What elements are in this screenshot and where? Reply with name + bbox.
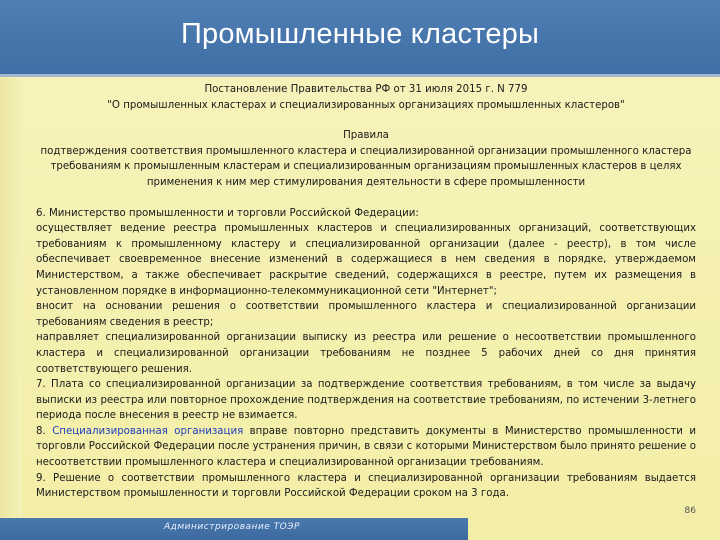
clause-8 [36, 424, 696, 471]
decree-line-2: "О промышленных кластерах и специализированных организациях промышленных кластеров" [107, 99, 625, 111]
header-bar [0, 0, 720, 77]
footer-text: Администрирование ТОЭР [164, 522, 300, 532]
clause-9: 9. Решение о соответствии промышленного кластера и специализированной организации требованиям выдается Министерством промышленности и торговли Российской Федерации сроком на 3 года. [36, 472, 696, 500]
rules-block [36, 128, 696, 190]
clause-8-rest: вправе повторно представить документы в Министерство промышленности и торговли Российской Федерации после устранения причин, в связи с которыми Министерством было принято решение о несоответствии промышленного кластера и специализированной организации требованиям. [36, 425, 697, 469]
rules-heading: Правила [343, 130, 389, 142]
clause-6-c: направляет специализированной организации выписку из реестра или решение о несоответствии промышленного кластера и специализированной организации требованиям не позднее 5 рабочих дней со дня принятия соответствующего решения. [36, 332, 696, 375]
clause-7: 7. Плата со специализированной организации за подтверждение соответствия требованиям, в том числе за выдачу выписки из реестра или повторное прохождение подтверждения на соответствие требованиям, по истечении 3-летнего периода после внесения в реестр не взимается. [36, 379, 696, 422]
clause-8-prefix: 8. [36, 425, 53, 437]
footer-bar [0, 518, 468, 540]
clause-6-b: вносит на основании решения о соответствии промышленного кластера и специализированной организации требованиям сведения в реестр; [36, 301, 696, 328]
page-number: 86 [684, 506, 696, 516]
content-area [36, 82, 696, 502]
decree-line-1: Постановление Правительства РФ от 31 июля 2015 г. N 779 [204, 84, 528, 95]
specialized-organization-link[interactable]: Специализированная организация [52, 425, 244, 437]
clause-6-a: осуществляет ведение реестра промышленных кластеров и специализированных организаций, соответствующих требованиям к промышленному кластеру и специализированной организации (далее - реестр), в том числе обеспечивает своевременное внесение изменений в содержащиеся в нем сведения в порядке, утверждаемом Министерством, а также обеспечивает раскрытие сведений, содержащихся в реестре, путем их размещения в установленном порядке в информационно-телекоммуникационной сети "Интернет"; [36, 223, 696, 297]
slide-title: Промышленные кластеры [180, 18, 540, 50]
body-text [36, 206, 696, 502]
left-decor-strip [0, 77, 22, 517]
clause-6-title: 6. Министерство промышленности и торговли Российской Федерации: [36, 207, 419, 219]
rules-text: подтверждения соответствия промышленного кластера и специализированной организации промышленного кластера требованиям к промышленным кластерам и специализированным организациям промышленных кластеров в целях применения к ним мер стимулирования деятельности в сфере промышленности [40, 145, 692, 188]
decree-heading [36, 82, 696, 113]
